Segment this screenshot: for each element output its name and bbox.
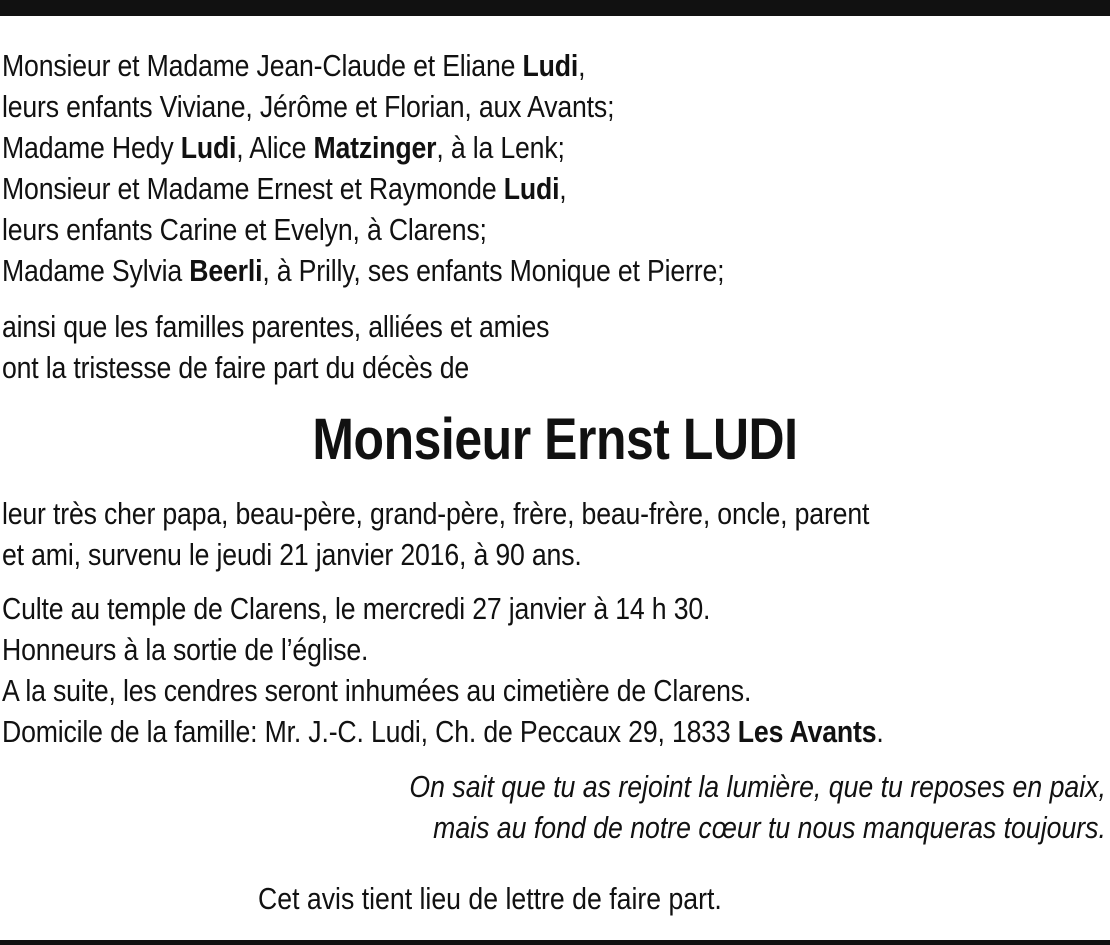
deceased-name-heading: Monsieur Ernst LUDI bbox=[312, 407, 798, 472]
family-surname: Ludi bbox=[522, 48, 579, 83]
memorial-quote bbox=[409, 766, 1106, 848]
relation-line: et ami, survenu le jeudi 21 janvier 2016, à 90 ans. bbox=[2, 537, 582, 572]
family-line bbox=[2, 127, 724, 168]
line-text: , Alice bbox=[236, 130, 314, 165]
family-announcers bbox=[2, 45, 724, 291]
line-text: . bbox=[876, 714, 884, 749]
line-text: , bbox=[559, 171, 567, 206]
line-text: , à la Lenk; bbox=[436, 130, 565, 165]
family-surname: Ludi bbox=[503, 171, 560, 206]
line-text: Madame Sylvia bbox=[2, 253, 190, 288]
ceremony-line: Honneurs à la sortie de l’église. bbox=[2, 632, 369, 667]
announcement-intro bbox=[2, 306, 549, 388]
closing-note: Cet avis tient lieu de lettre de faire part. bbox=[258, 881, 722, 916]
relation-line: leur très cher papa, beau-père, grand-père, frère, beau-frère, oncle, parent bbox=[2, 496, 870, 531]
line-text: leurs enfants Carine et Evelyn, à Clarens; bbox=[2, 212, 487, 247]
domicile-locality: Les Avants bbox=[737, 714, 877, 749]
quote-line: mais au fond de notre cœur tu nous manqueras toujours. bbox=[433, 810, 1107, 845]
family-line bbox=[2, 168, 724, 209]
ceremony-details bbox=[2, 588, 884, 752]
family-line bbox=[2, 86, 724, 127]
relation-text bbox=[2, 493, 869, 575]
family-line bbox=[2, 45, 724, 86]
ceremony-line: Culte au temple de Clarens, le mercredi 27 janvier à 14 h 30. bbox=[2, 591, 711, 626]
bottom-border-rule bbox=[0, 940, 1110, 945]
line-text: leurs enfants Viviane, Jérôme et Florian, aux Avants; bbox=[2, 89, 615, 124]
domicile-line bbox=[2, 711, 884, 752]
family-surname: Beerli bbox=[189, 253, 263, 288]
family-surname: Ludi bbox=[180, 130, 237, 165]
quote-line: On sait que tu as rejoint la lumière, que tu reposes en paix, bbox=[409, 769, 1106, 804]
line-text: Domicile de la famille: Mr. J.-C. Ludi, Ch. de Peccaux 29, 1833 bbox=[2, 714, 738, 749]
intro-line: ainsi que les familles parentes, alliées et amies bbox=[2, 309, 550, 344]
line-text: Monsieur et Madame Ernest et Raymonde bbox=[2, 171, 504, 206]
ceremony-line: A la suite, les cendres seront inhumées au cimetière de Clarens. bbox=[2, 673, 752, 708]
family-line bbox=[2, 209, 724, 250]
line-text: Madame Hedy bbox=[2, 130, 181, 165]
family-line bbox=[2, 250, 724, 291]
line-text: , à Prilly, ses enfants Monique et Pierre; bbox=[262, 253, 725, 288]
line-text: Monsieur et Madame Jean-Claude et Eliane bbox=[2, 48, 523, 83]
line-text: , bbox=[578, 48, 586, 83]
intro-line: ont la tristesse de faire part du décès de bbox=[2, 350, 470, 385]
family-surname: Matzinger bbox=[313, 130, 437, 165]
top-border-rule bbox=[0, 0, 1110, 16]
